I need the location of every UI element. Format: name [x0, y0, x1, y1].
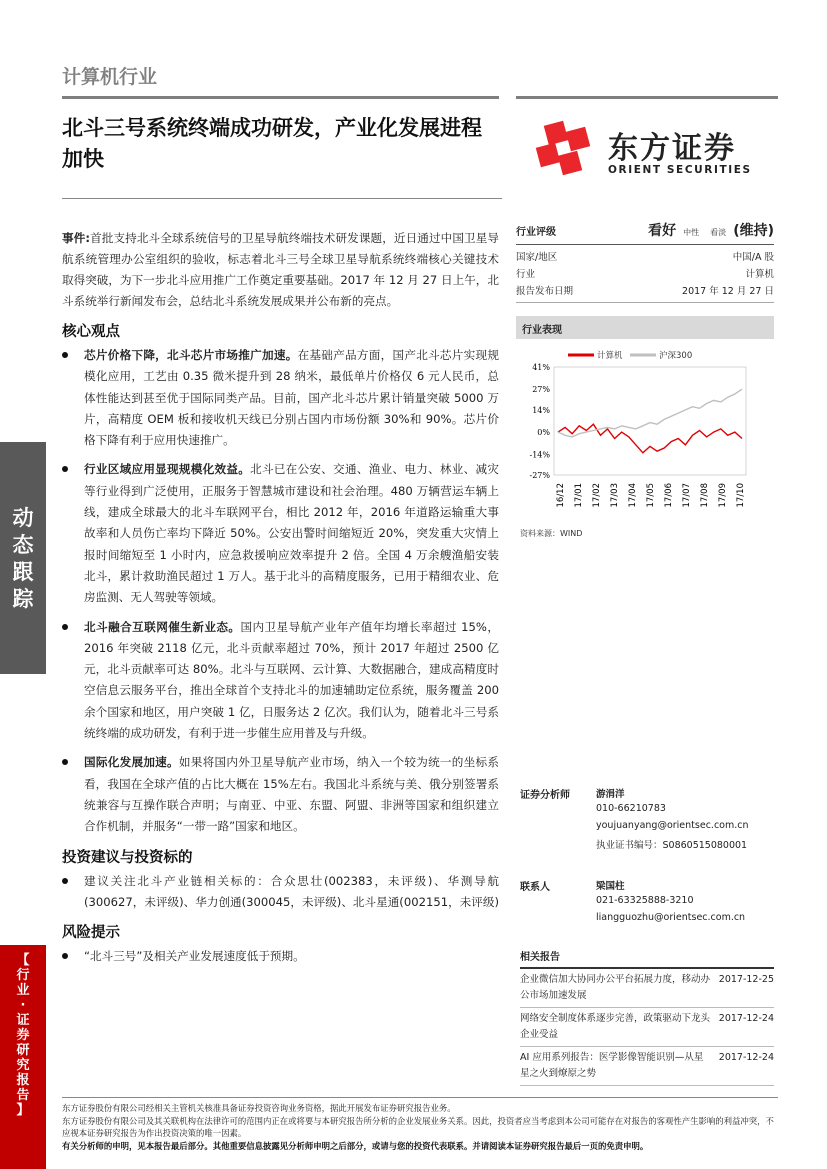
rating-bottom-rule — [516, 302, 774, 303]
analyst-cert: 执业证书编号：S0860515080001 — [596, 840, 748, 851]
x-tick-label: 17/01 — [574, 483, 584, 508]
rating-neutral: 中性 — [683, 228, 700, 237]
y-tick-label: 14% — [532, 405, 550, 415]
analyst-label: 证券分析师 — [520, 790, 570, 801]
contact-email[interactable]: liangguozhu@orientsec.com.cn — [596, 912, 746, 923]
related-report-date: 2017-12-24 — [718, 1052, 774, 1063]
x-tick-label: 17/04 — [628, 483, 638, 508]
plot-area — [554, 367, 746, 475]
title-rule — [62, 96, 499, 99]
rating-row-key: 国家/地区 — [516, 252, 558, 263]
rating-divider — [516, 244, 774, 245]
core-view-bullet-lead: 国际化发展加速。 — [84, 755, 179, 770]
y-tick-label: 41% — [532, 363, 550, 372]
performance-chart — [516, 345, 774, 520]
rating-row-value: 2017 年 12 月 27 日 — [682, 286, 774, 297]
bullet-dot-icon — [62, 624, 68, 630]
logo-diamond-1 — [544, 121, 568, 145]
rating-rows — [516, 249, 774, 300]
legend-label: 计算机 — [597, 351, 623, 361]
risk-bullet-text: “北斗三号”及相关产业发展速度低于预期。 — [84, 949, 305, 964]
related-report-item[interactable] — [520, 969, 774, 1008]
core-view-bullet-text: 国内卫星导航产业年产值年均增长率超过 15%，2016 年突破 2118 亿元，北斗贡献率超过 70%，预计 2017 年超过 2500 亿元，北斗贡献率可达 80%。北斗与互联网、云计算、大数据融合，建成高精度时空信息云服务平台，推出全球首个支持北斗的加速辅助定位系统，服务覆盖 200 余个国家和地区，用户突破 1 亿，日服务达 2 亿次。我们认为，随着北斗三号系统终端的成功研发，有利于进一步催生应用普及与升级。 — [84, 619, 499, 741]
logo-diamond-2 — [566, 127, 590, 151]
core-view-bullet — [62, 345, 499, 451]
rating-bearish: 看淡 — [710, 228, 727, 237]
core-view-bullet-lead: 北斗融合互联网催生新业态。 — [84, 619, 241, 634]
core-view-bullet — [62, 459, 499, 608]
risk-bullet — [62, 946, 499, 967]
industry-title: 计算机行业 — [62, 66, 158, 88]
logo-mark-icon — [528, 115, 598, 183]
core-view-bullet-text: 如果将国内外卫星导航产业市场，纳入一个较为统一的坐标系看，我国在全球产值的占比大概在 15%左右。我国北斗系统与美、俄分别签署系统兼容与互操作联合声明；与南亚、中亚、东盟、阿盟、非洲等国家和组织建立合作机制，并服务“一带一路”国家和地区。 — [84, 755, 499, 834]
event-paragraph — [62, 228, 499, 312]
bullet-dot-icon — [62, 352, 68, 358]
x-tick-label: 17/03 — [610, 483, 620, 508]
section-label: 动 态 跟 踪 — [12, 506, 34, 611]
core-view-bullet — [62, 617, 499, 745]
analyst-block — [520, 786, 774, 929]
disclaimer-line-2: 东方证券股份有限公司及其关联机构在法律许可的范围内正在或将要与本研究报告所分析的企业发展业务关系。因此，投资者应当考虑到本公司可能存在对报告的客观性产生影响的利益冲突，不应视本证券研究报告为作出投资决策的唯一因素。 — [62, 1115, 774, 1139]
related-report-item[interactable] — [520, 1047, 774, 1086]
investment-list — [62, 871, 499, 914]
logo-rule — [516, 96, 778, 99]
rating-row-value: 中国/A 股 — [732, 252, 774, 263]
side-bar — [0, 0, 46, 1169]
rating-label: 行业评级 — [516, 227, 556, 238]
investment-title: 投资建议与投资标的 — [62, 849, 193, 866]
logo-chinese-name: 东方证券 — [608, 131, 736, 166]
rating-row-value: 计算机 — [745, 269, 774, 280]
investment-bullet-text: 建议关注北斗产业链相关标的：合众思壮(002383，未评级)、华测导航(300627，未评级)、华力创通(300045，未评级)、北斗星通(002151，未评级) — [84, 873, 499, 909]
x-tick-label: 17/07 — [682, 483, 692, 508]
core-views-list — [62, 345, 499, 838]
series-line — [558, 424, 742, 453]
rating-row — [516, 283, 774, 300]
x-tick-label: 17/06 — [664, 483, 674, 508]
disclaimer — [62, 1097, 778, 1152]
rating-row-key: 行业 — [516, 269, 536, 280]
contact-name: 梁国柱 — [596, 881, 625, 892]
chart-source: 资料来源：WIND — [520, 529, 583, 538]
core-view-bullet — [62, 752, 499, 837]
core-view-bullet-text: 北斗已在公安、交通、渔业、电力、林业、减灾等行业得到广泛使用，正服务于智慧城市建设和社会治理。480 万辆营运车辆上线，建成全球最大的北斗车联网平台，相比 2012 年，2016 年道路运输重大事故率和人员伤亡率均下降近 50%。公安出警时间缩短近 20%，突发重大灾情上报时间缩短至 1 小时内，应急救援响应效率提升 2 倍。全国 4 万余艘渔船安装北斗，累计救助渔民超过 1 万人。基于北斗的高精度服务，已用于精细农业、危房监测、无人驾驶等领域。 — [84, 462, 499, 605]
report-type-label: 【 行 业 · 证 券 研 究 报 告 】 — [16, 953, 30, 1118]
rating-row — [516, 266, 774, 283]
bullet-dot-icon — [62, 953, 68, 959]
event-text: 首批支持北斗全球系统信号的卫星导航终端技术研发课题，近日通过中国卫星导航系统管理办公室组织的验收，标志着北斗三号全球卫星导航系统终端核心关键技术取得突破，为下一步北斗应用推广工作奠定重要基础。2017 年 12 月 27 日上午，北斗系统举行新闻发布会，总结北斗系统发展成果并公布新的亮点。 — [62, 231, 499, 308]
analyst-name: 游涓洋 — [596, 789, 625, 800]
related-report-title[interactable]: 企业微信加大协同办公平台拓展力度，移动办公市场加速发展 — [520, 974, 711, 1001]
rating-value: 看好 — [648, 223, 677, 239]
core-view-bullet-lead: 芯片价格下降，北斗芯片市场推广加速。 — [84, 348, 298, 362]
bullet-dot-icon — [62, 466, 68, 472]
bullet-dot-icon — [62, 878, 68, 884]
risk-list — [62, 946, 499, 967]
x-tick-label: 17/05 — [646, 483, 656, 508]
analyst-phone: 010-66210783 — [596, 803, 666, 814]
rating-row — [516, 249, 774, 266]
analyst-email[interactable]: youjuanyang@orientsec.com.cn — [596, 820, 749, 831]
rating-panel — [516, 220, 774, 305]
related-reports-title: 相关报告 — [520, 948, 774, 969]
related-report-item[interactable] — [520, 1008, 774, 1047]
report-headline: 北斗三号系统终端成功研发，产业化发展进程加快 — [62, 116, 482, 171]
risk-title: 风险提示 — [62, 925, 120, 942]
logo-english-name: ORIENT SECURITIES — [608, 164, 752, 176]
y-tick-label: -27% — [529, 471, 550, 480]
investment-bullet — [62, 871, 499, 914]
contact-phone: 021-63325888-3210 — [596, 895, 694, 906]
related-report-title[interactable]: 网络安全制度体系逐步完善，政策驱动下龙头企业受益 — [520, 1013, 711, 1040]
company-logo — [528, 115, 778, 183]
legend-label: 沪深300 — [659, 351, 693, 361]
core-views-title: 核心观点 — [62, 324, 120, 340]
main-content — [62, 228, 499, 975]
related-reports-list — [520, 969, 774, 1086]
related-reports — [520, 948, 774, 1086]
y-tick-label: 27% — [532, 385, 550, 395]
headline-divider — [62, 198, 502, 199]
disclaimer-line-1: 东方证券股份有限公司经相关主管机关核准具备证券投资咨询业务资格，据此开展发布证券研究报告业务。 — [62, 1103, 456, 1113]
performance-title: 行业表现 — [516, 316, 774, 339]
logo-diamond-4 — [558, 151, 582, 175]
y-tick-label: -14% — [529, 450, 550, 460]
disclaimer-line-3: 有关分析师的申明，见本报告最后部分。其他重要信息披露见分析师申明之后部分，或请与您的投资代表联系。并请阅读本证券研究报告最后一页的免责申明。 — [62, 1140, 649, 1151]
core-view-bullet-text: 在基础产品方面，国产北斗芯片实现规模化应用，工艺由 0.35 微米提升到 28 纳米，最低单片价格仅 6 元人民币，总体性能达到甚至优于国际同类产品。目前，国产北斗芯片累计销量突破 5000 万片，高精度 OEM 板和接收机天线已分别占国内市场份额 30%和 90%。芯片价格下降有利于应用快速推广。 — [84, 348, 499, 448]
contact-label: 联系人 — [520, 882, 550, 893]
related-report-date: 2017-12-24 — [718, 1013, 774, 1024]
rating-row-key: 报告发布日期 — [516, 286, 574, 297]
related-report-title[interactable]: AI 应用系列报告：医学影像智能识别—从星星之火到燎原之势 — [520, 1052, 704, 1079]
related-report-date: 2017-12-25 — [718, 974, 774, 985]
bullet-dot-icon — [62, 759, 68, 765]
rating-status: (维持) — [733, 223, 774, 239]
x-tick-label: 17/08 — [700, 483, 710, 508]
core-view-bullet-lead: 行业区域应用显现规模化效益。 — [84, 462, 251, 477]
y-tick-label: 0% — [537, 428, 550, 438]
x-tick-label: 17/09 — [718, 483, 728, 508]
event-label: 事件: — [62, 231, 91, 245]
x-tick-label: 17/02 — [592, 483, 602, 508]
logo-diamond-3 — [536, 143, 560, 167]
x-tick-label: 17/10 — [736, 483, 746, 508]
x-tick-label: 16/12 — [556, 483, 566, 508]
